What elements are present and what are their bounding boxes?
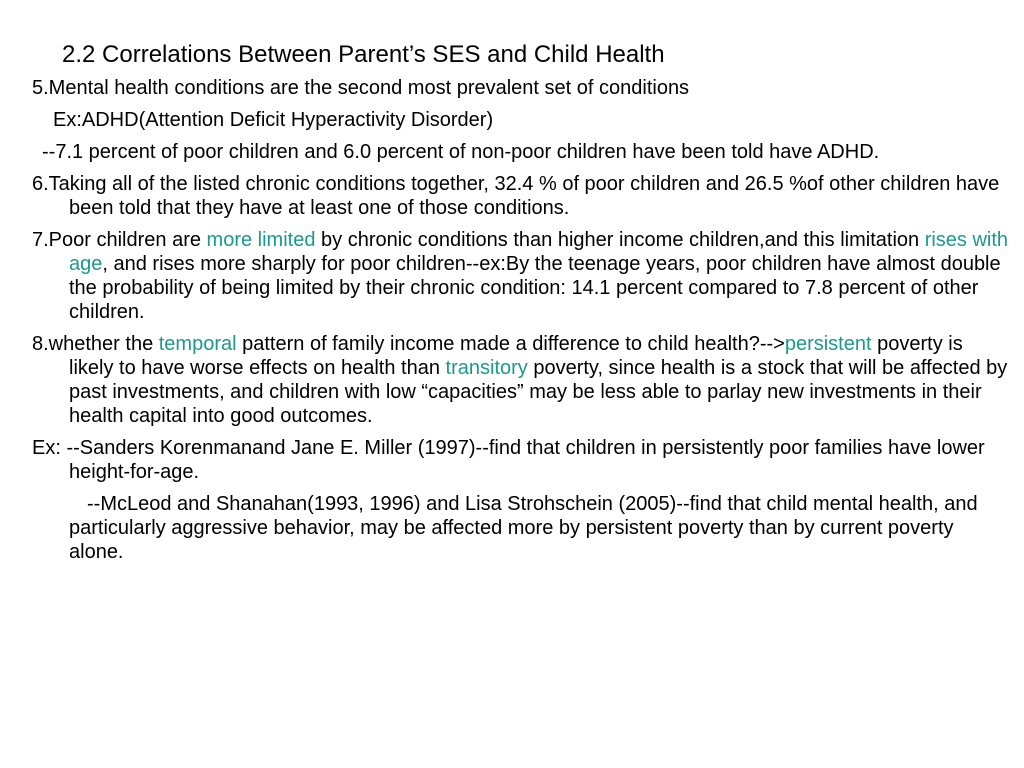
- highlight-rises-with-age: rises with age: [69, 229, 1009, 275]
- point-5: 5.Mental health conditions are the second most prevalent set of conditions: [32, 77, 690, 99]
- slide-title: 2.2 Correlations Between Parent’s SES and Child Health: [62, 41, 665, 68]
- point-8-text-d: poverty, since health is a stock that will be affected by past investments, and children with low “capacities” may be less able to parlay new investments in their health capital into good outcomes.: [69, 357, 1008, 427]
- example-2: --McLeod and Shanahan(1993, 1996) and Lisa Strohschein (2005)--find that child mental health, and particularly aggressive behavior, may be affected more by persistent poverty than by current poverty alone.: [69, 493, 978, 563]
- point-8: [32, 332, 1012, 428]
- point-7-text-a: 7.Poor children are: [32, 229, 207, 251]
- highlight-persistent: persistent: [784, 333, 872, 355]
- point-7-text-c: , and rises more sharply for poor children--ex:By the teenage years, poor children have almost double the probability of being limited by their chronic condition: 14.1 percent compared to 7.8 percent of other children.: [69, 253, 1001, 323]
- example-1: Ex: --Sanders Korenmanand Jane E. Miller (1997)--find that children in persistently poor families have lower height-for-age.: [32, 437, 985, 483]
- point-5-example: Ex:ADHD(Attention Deficit Hyperactivity Disorder): [53, 109, 494, 131]
- point-8-text-c: poverty is likely to have worse effects on health than: [69, 333, 963, 379]
- point-8-text-b: pattern of family income made a difference to child health?-->: [236, 333, 785, 355]
- highlight-temporal: temporal: [158, 333, 237, 355]
- highlight-transitory: transitory: [445, 357, 528, 379]
- highlight-more-limited: more limited: [206, 229, 316, 251]
- point-6: 6.Taking all of the listed chronic conditions together, 32.4 % of poor children and 26.5 %of other children have been told that they have at least one of those conditions.: [32, 173, 1000, 219]
- point-8-text-a: 8.whether the: [32, 333, 159, 355]
- slide-body: [32, 76, 1012, 564]
- point-5-statistic: --7.1 percent of poor children and 6.0 percent of non-poor children have been told have ADHD.: [42, 141, 880, 163]
- point-7-text-b: by chronic conditions than higher income children,and this limitation: [315, 229, 925, 251]
- point-7: [32, 228, 1012, 324]
